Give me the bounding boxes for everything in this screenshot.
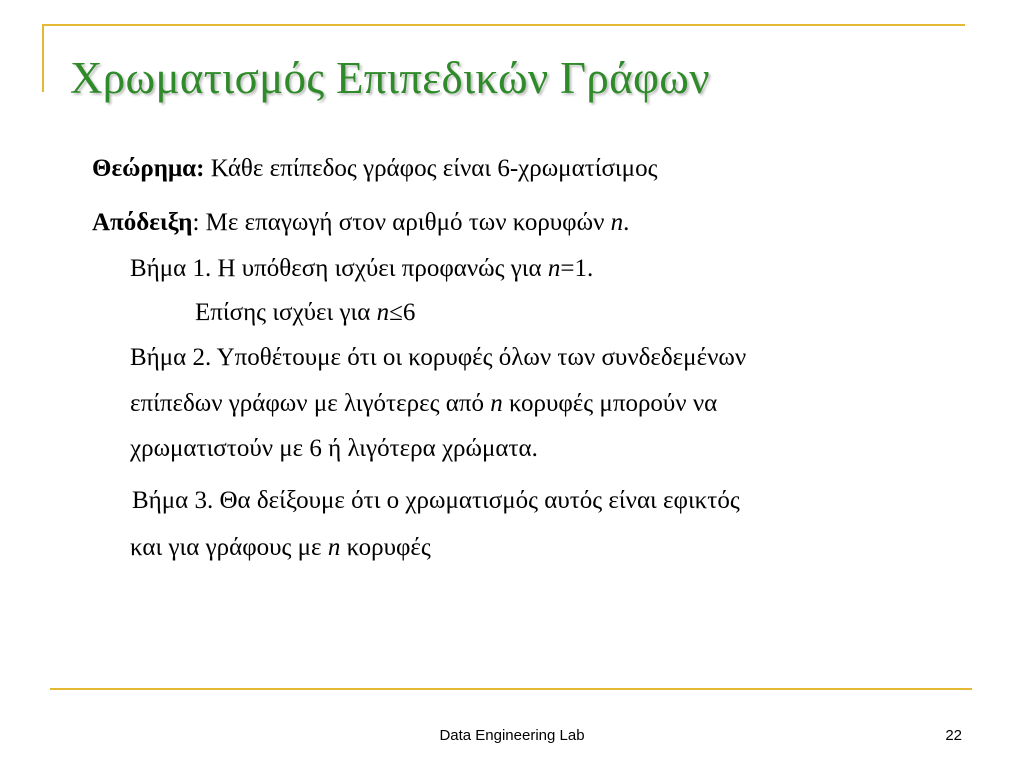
proof-variable: n bbox=[610, 209, 624, 236]
step1-extra-line bbox=[195, 298, 415, 328]
step1-extra-text-end: ≤6 bbox=[389, 299, 416, 326]
step1-text: Βήμα 1. Η υπόθεση ισχύει προφανώς για bbox=[130, 255, 548, 282]
theorem-label: Θεώρημα: bbox=[92, 155, 205, 182]
proof-text-end: . bbox=[623, 209, 630, 236]
step2-line-3: χρωματιστούν με 6 ή λιγότερα χρώματα. bbox=[130, 435, 538, 462]
step2-line-2-text: επίπεδων γράφων με λιγότερες από bbox=[130, 390, 491, 417]
step2-variable: n bbox=[490, 390, 503, 417]
footer-rule bbox=[50, 688, 972, 690]
proof-line bbox=[92, 208, 629, 238]
step1-text-end: =1. bbox=[560, 255, 594, 282]
proof-text: : Με επαγωγή στον αριθμό των κορυφών bbox=[192, 209, 611, 236]
step3-line-2 bbox=[130, 533, 431, 563]
left-accent-rule bbox=[42, 24, 44, 92]
step2-line-2-text-end: κορυφές μπορούν να bbox=[502, 390, 718, 417]
proof-label: Απόδειξη bbox=[92, 209, 193, 236]
step3-line-2-text-end: κορυφές bbox=[340, 534, 431, 561]
footer-text: Data Engineering Lab bbox=[439, 727, 585, 744]
top-accent-rule bbox=[42, 24, 965, 26]
page-number: 22 bbox=[945, 727, 962, 744]
step2-line-2 bbox=[130, 389, 717, 419]
step3-variable: n bbox=[327, 534, 341, 561]
step2-line-1: Βήμα 2. Υποθέτουμε ότι οι κορυφές όλων των συνδεδεμένων bbox=[130, 344, 747, 371]
step1-extra-variable: n bbox=[376, 299, 390, 326]
step3-line-2-text: και για γράφους με bbox=[130, 534, 328, 561]
theorem-line bbox=[92, 154, 657, 184]
step3-line-1: Βήμα 3. Θα δείξουμε ότι ο χρωματισμός αυτός είναι εφικτός bbox=[132, 487, 740, 514]
step1-extra-text: Επίσης ισχύει για bbox=[195, 299, 377, 326]
step1-line bbox=[130, 254, 593, 284]
theorem-text: Κάθε επίπεδος γράφος είναι 6-χρωματίσιμος bbox=[204, 155, 658, 182]
step1-variable: n bbox=[547, 255, 561, 282]
slide-title: Χρωματισμός Επιπεδικών Γράφων bbox=[70, 53, 710, 103]
